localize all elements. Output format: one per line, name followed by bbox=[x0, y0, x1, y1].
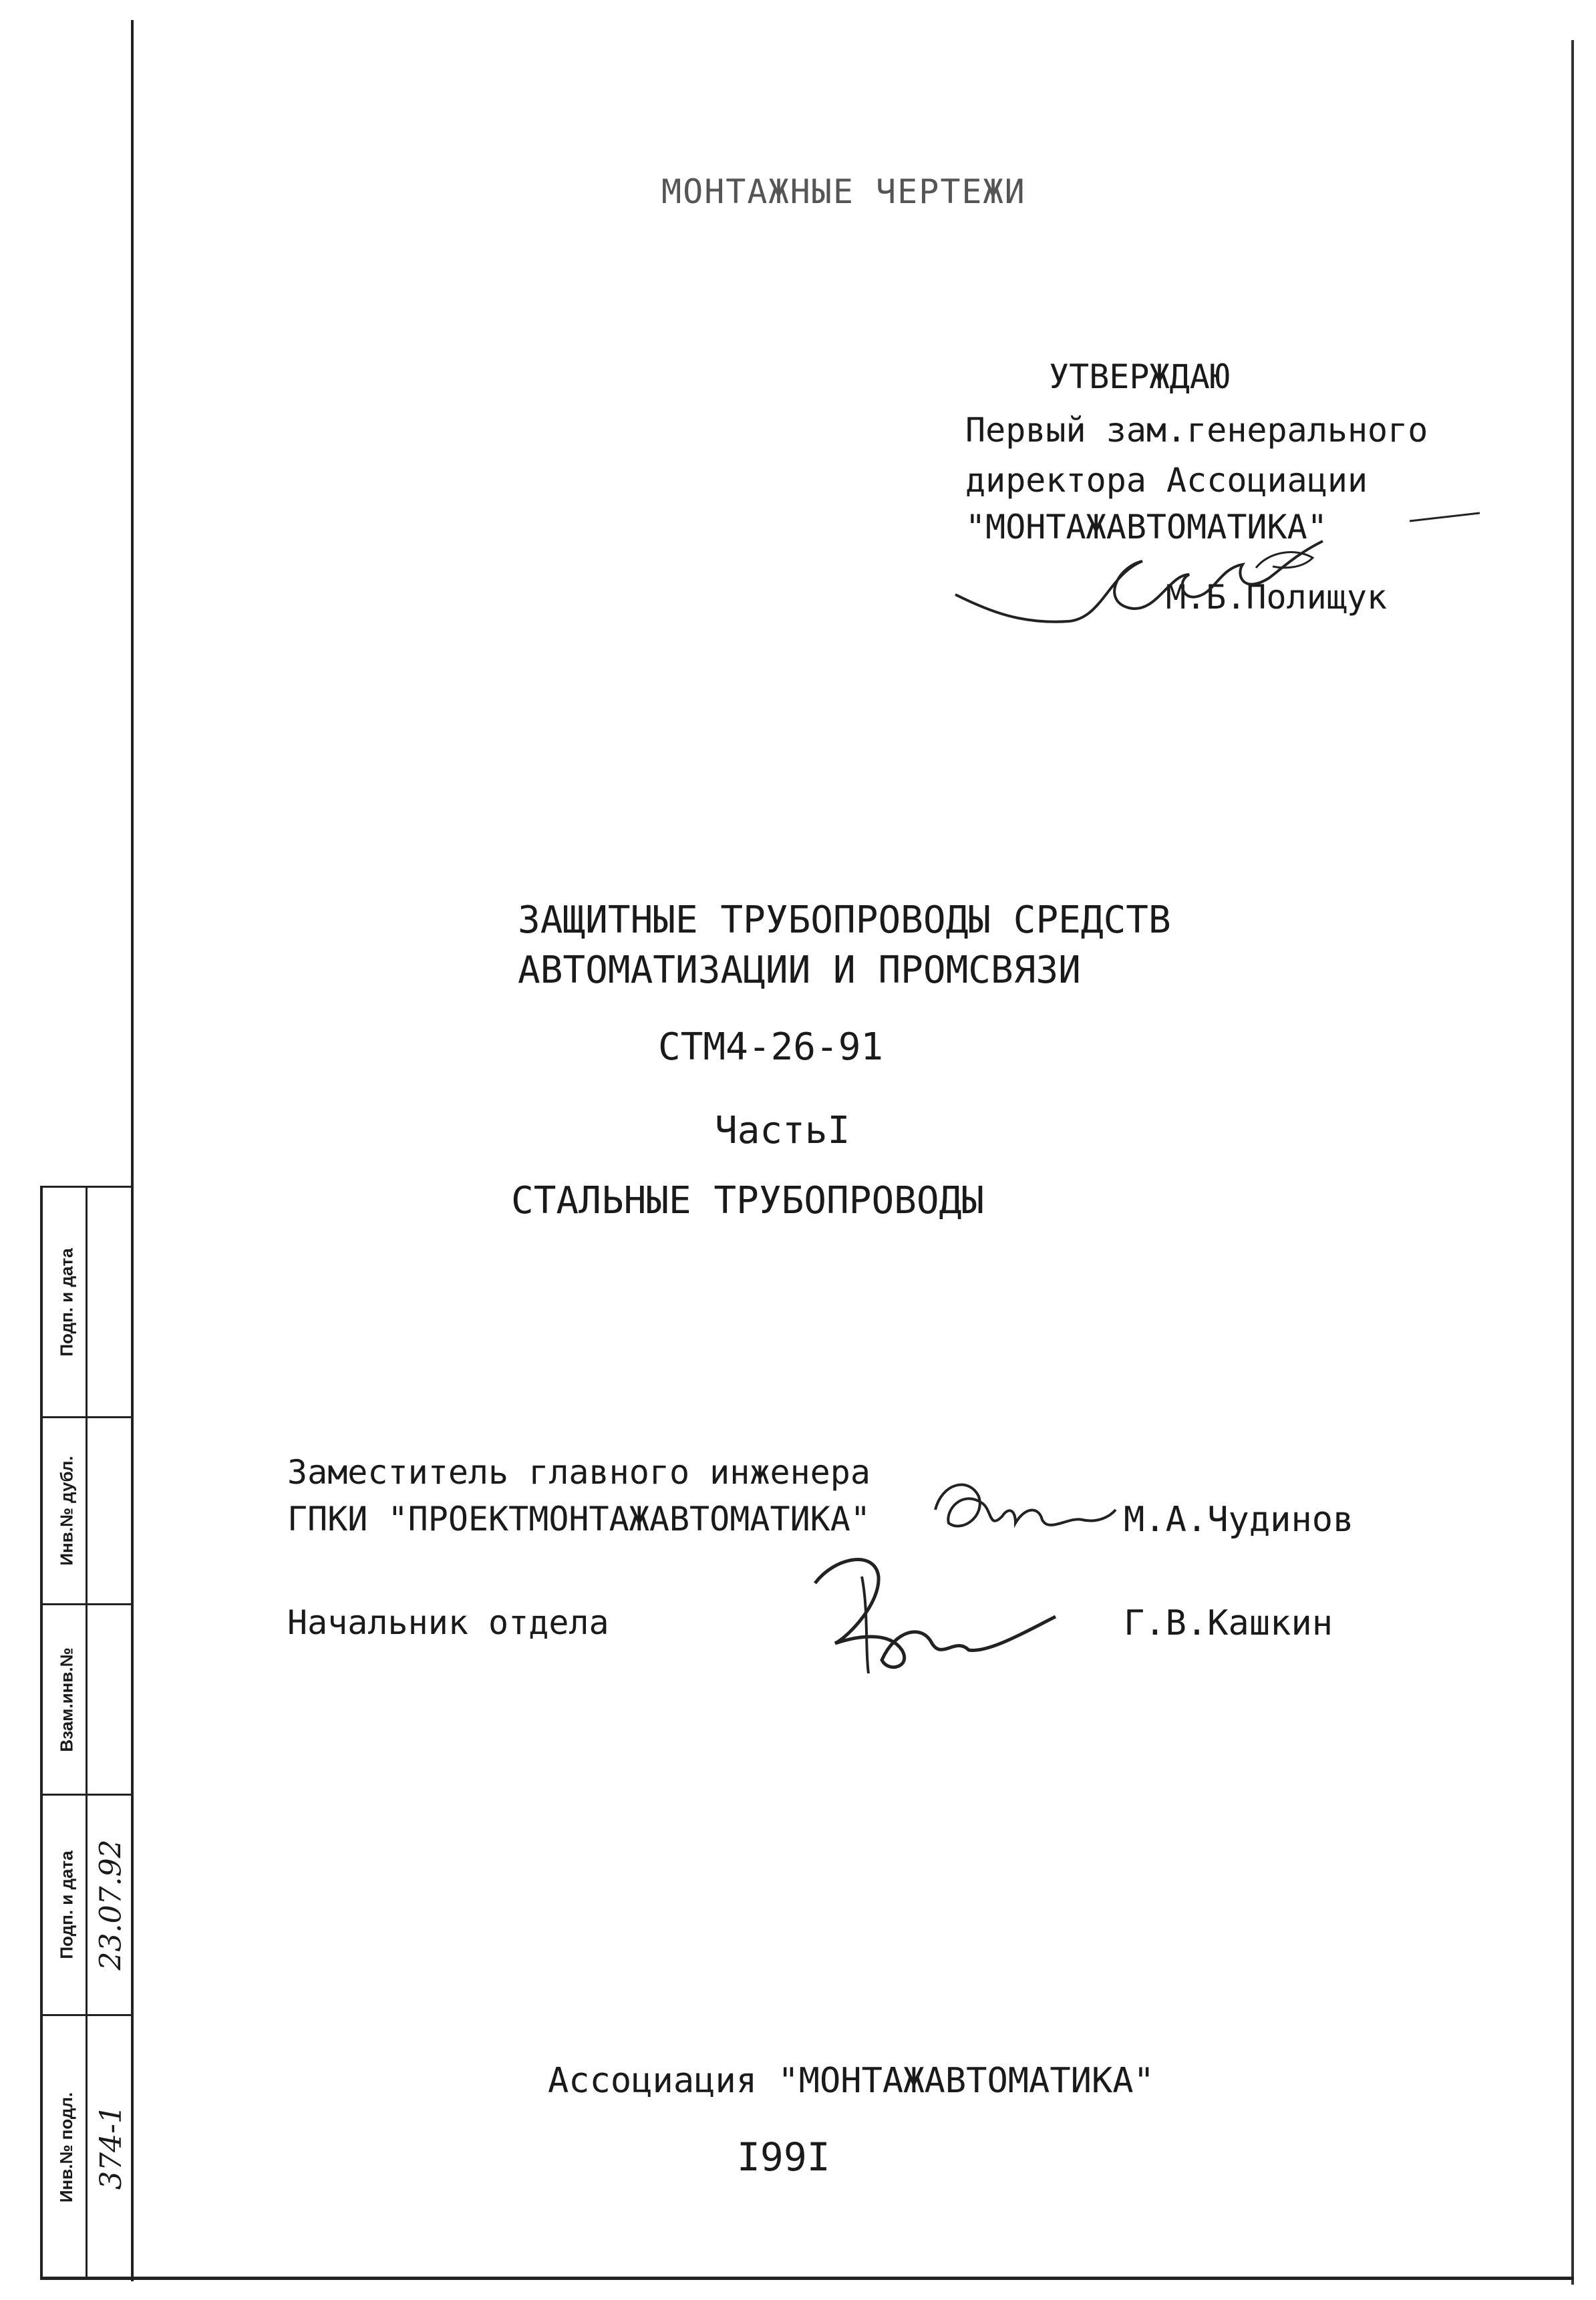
approver-signature bbox=[949, 494, 1496, 648]
approval-heading: УТВЕРЖДАЮ bbox=[1049, 357, 1230, 396]
document-header: МОНТАЖНЫЕ ЧЕРТЕЖИ bbox=[661, 172, 1026, 211]
document-subtitle: СТАЛЬНЫЕ ТРУБОПРОВОДЫ bbox=[511, 1179, 985, 1222]
margin-stamp-table bbox=[40, 1186, 134, 2278]
signatory-1-role-line-1: Заместитель главного инженера bbox=[287, 1453, 870, 1492]
approval-line-3: "МОНТАЖАВТОМАТИКА" bbox=[965, 508, 1327, 546]
frame-right-border bbox=[1571, 40, 1574, 2285]
signatory-2-name: Г.В.Кашкин bbox=[1124, 1603, 1333, 1643]
stamp-value-sign-date-1: 23.07.92 bbox=[94, 1839, 128, 1971]
approval-line-2: директора Ассоциации bbox=[965, 461, 1368, 500]
stamp-value-original-inv: 374-1 bbox=[94, 2104, 128, 2190]
footer-organization: Ассоциация "МОНТАЖАВТОМАТИКА" bbox=[548, 2061, 1154, 2101]
signatory-2-role: Начальник отдела bbox=[287, 1603, 609, 1642]
signatory-2-signature bbox=[788, 1536, 1069, 1683]
stamp-value-duplicate-inv bbox=[88, 1418, 134, 1603]
stamp-label-original-inv: Инв.№ подл. bbox=[56, 2092, 77, 2202]
footer-year: I99I bbox=[737, 2134, 830, 2180]
approver-name: М.Б.Полищук bbox=[1166, 578, 1388, 617]
stamp-label-replaced-inv: Взам.инв.№ bbox=[56, 1647, 77, 1752]
stamp-value-sign-date-2 bbox=[88, 1188, 134, 1416]
document-part: ЧастьI bbox=[715, 1109, 850, 1152]
document-code: СТМ4-26-91 bbox=[658, 1025, 884, 1069]
stamp-label-sign-date-2: Подп. и дата bbox=[56, 1247, 77, 1357]
approval-line-1: Первый зам.генерального bbox=[965, 411, 1428, 450]
title-line-1: ЗАЩИТНЫЕ ТРУБОПРОВОДЫ СРЕДСТВ bbox=[518, 898, 1171, 942]
signatory-1-name: М.А.Чудинов bbox=[1124, 1500, 1354, 1540]
stamp-label-duplicate-inv: Инв.№ дубл. bbox=[56, 1456, 77, 1566]
stamp-value-replaced-inv bbox=[88, 1605, 134, 1794]
frame-bottom-border bbox=[40, 2277, 1574, 2280]
signatory-1-role-line-2: ГПКИ "ПРОЕКТМОНТАЖАВТОМАТИКА" bbox=[287, 1500, 870, 1538]
stamp-label-sign-date-1: Подп. и дата bbox=[56, 1850, 77, 1959]
title-line-2: АВТОМАТИЗАЦИИ И ПРОМСВЯЗИ bbox=[518, 949, 1081, 992]
